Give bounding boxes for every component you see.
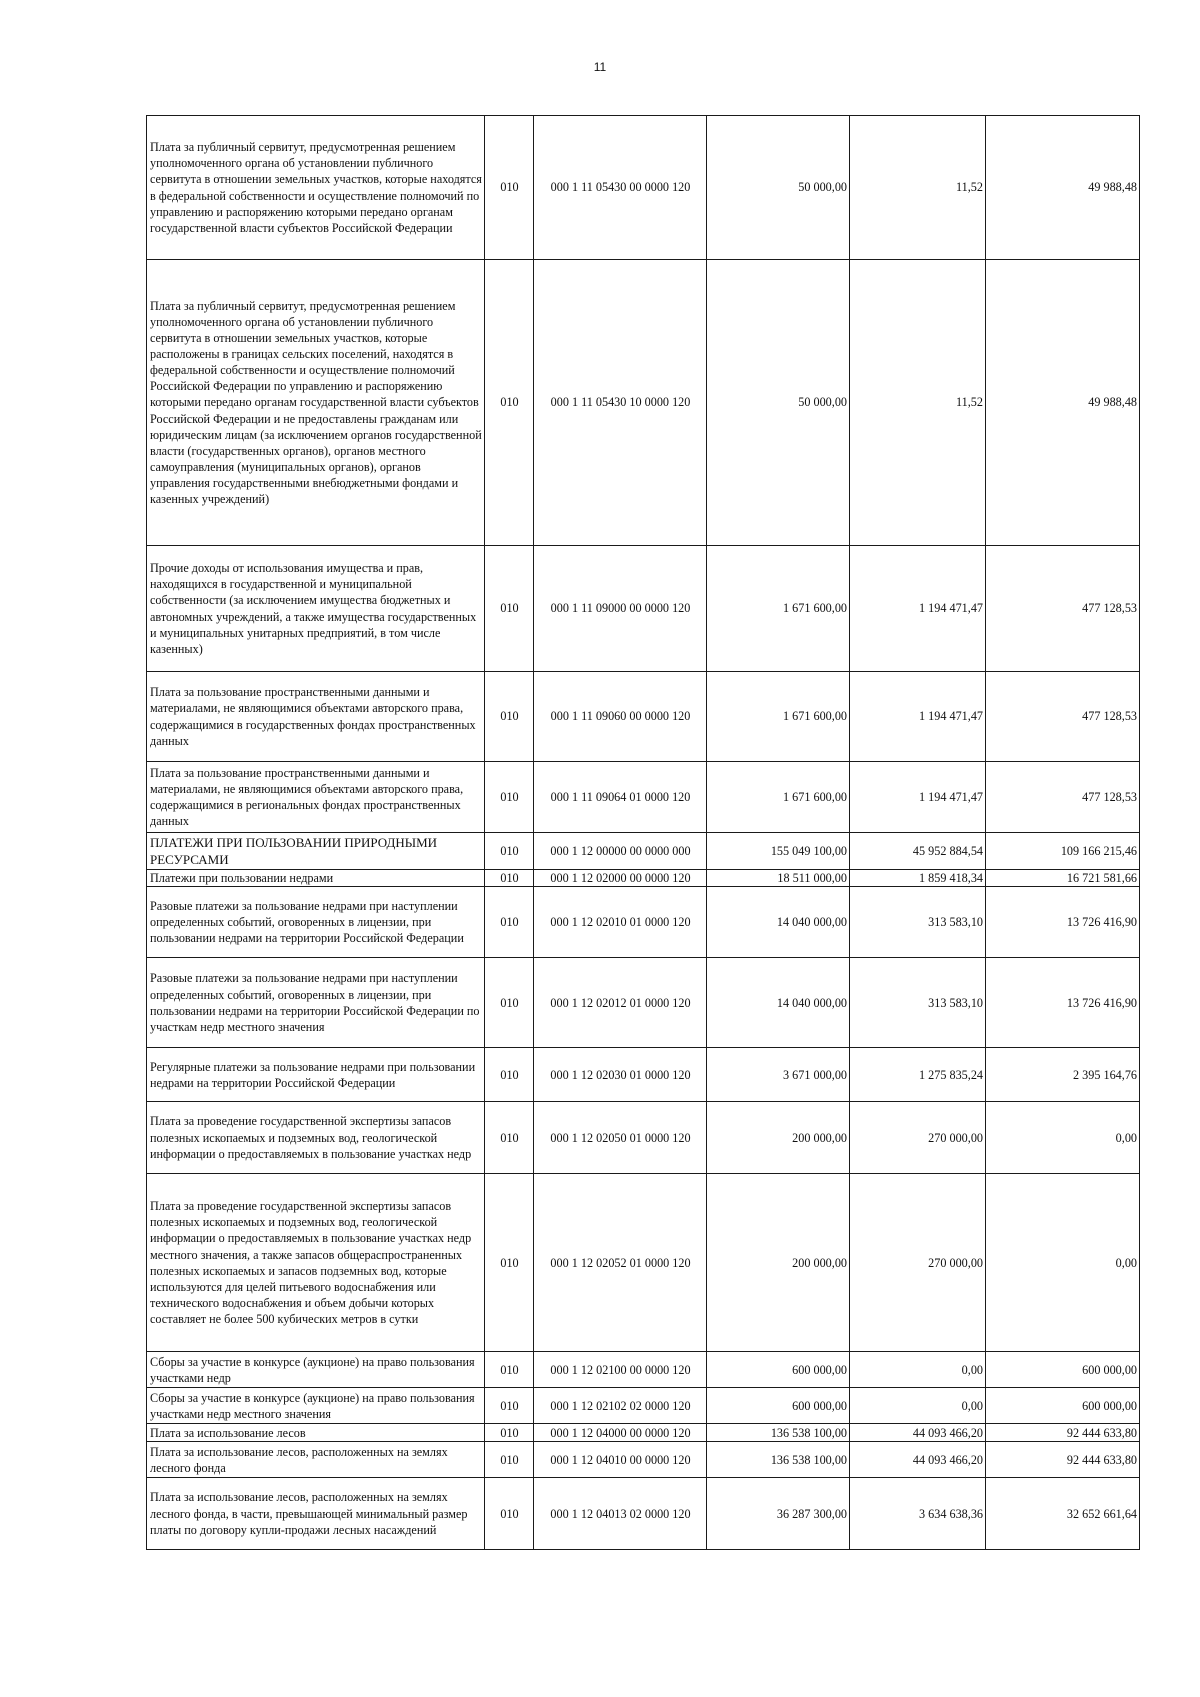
row-approved: 600 000,00: [707, 1352, 850, 1388]
row-name: Плата за пользование пространственными данными и материалами, не являющимися объектами авторского права, содержащимися в государственных фондах пространственных данных: [147, 672, 485, 762]
row-name: Сборы за участие в конкурсе (аукционе) на право пользования участками недр: [147, 1352, 485, 1388]
row-line-code: 010: [485, 958, 534, 1048]
row-budget-code: 000 1 11 09000 00 0000 120: [534, 546, 707, 672]
row-budget-code: 000 1 11 05430 00 0000 120: [534, 116, 707, 260]
row-name: Плата за проведение государственной экспертизы запасов полезных ископаемых и подземных вод, геологической информации о предоставляемых в пользование участках недр местного значения, а также запасов общераспространенных полезных ископаемых и запасов подземных вод, которые используются для целей питьевого водоснабжения или технического водоснабжения и объем добычи которых составляет не более 500 кубических метров в сутки: [147, 1174, 485, 1352]
table-row: [147, 887, 1140, 958]
row-unexecuted: 32 652 661,64: [986, 1478, 1140, 1550]
row-approved: 36 287 300,00: [707, 1478, 850, 1550]
row-executed: 45 952 884,54: [850, 833, 986, 870]
row-line-code: 010: [485, 260, 534, 546]
row-unexecuted: 16 721 581,66: [986, 870, 1140, 887]
row-budget-code: 000 1 12 00000 00 0000 000: [534, 833, 707, 870]
revenue-table: [146, 115, 1140, 1550]
row-approved: 1 671 600,00: [707, 546, 850, 672]
row-unexecuted: 600 000,00: [986, 1352, 1140, 1388]
row-executed: 44 093 466,20: [850, 1442, 986, 1478]
row-name: Плата за публичный сервитут, предусмотренная решением уполномоченного органа об установлении публичного сервитута в отношении земельных участков, которые расположены в границах сельских поселений, находятся в федеральной собственности и осуществление полномочий Российской Федерации по управлению и распоряжению которыми передано органам государственной власти субъектов Российской Федерации и не предоставлены гражданам или юридическим лицам (за исключением органов государственной власти (государственных органов), органов местного самоуправления (муниципальных органов), органов управления государственными внебюджетными фондами и казенных учреждений): [147, 260, 485, 546]
table-row: [147, 958, 1140, 1048]
row-budget-code: 000 1 12 04000 00 0000 120: [534, 1424, 707, 1442]
table-row: [147, 116, 1140, 260]
row-budget-code: 000 1 12 02050 01 0000 120: [534, 1102, 707, 1174]
row-name: Разовые платежи за пользование недрами при наступлении определенных событий, оговоренных в лицензии, при пользовании недрами на территории Российской Федерации по участкам недр местного значения: [147, 958, 485, 1048]
row-budget-code: 000 1 12 02030 01 0000 120: [534, 1048, 707, 1102]
row-executed: 11,52: [850, 116, 986, 260]
row-unexecuted: 13 726 416,90: [986, 887, 1140, 958]
row-name: Плата за использование лесов, расположенных на землях лесного фонда, в части, превышающей минимальный размер платы по договору купли-продажи лесных насаждений: [147, 1478, 485, 1550]
table-row: [147, 546, 1140, 672]
row-line-code: 010: [485, 833, 534, 870]
table-row: [147, 1352, 1140, 1388]
row-unexecuted: 49 988,48: [986, 116, 1140, 260]
table-row: [147, 1102, 1140, 1174]
row-executed: 1 194 471,47: [850, 546, 986, 672]
row-budget-code: 000 1 12 02102 02 0000 120: [534, 1388, 707, 1424]
row-budget-code: 000 1 11 09060 00 0000 120: [534, 672, 707, 762]
row-line-code: 010: [485, 1388, 534, 1424]
row-line-code: 010: [485, 1442, 534, 1478]
row-name: Платежи при пользовании недрами: [147, 870, 485, 887]
row-line-code: 010: [485, 1424, 534, 1442]
row-budget-code: 000 1 12 02012 01 0000 120: [534, 958, 707, 1048]
table-row-group: [147, 833, 1140, 870]
row-budget-code: 000 1 11 09064 01 0000 120: [534, 762, 707, 833]
table-row: [147, 870, 1140, 887]
row-budget-code: 000 1 11 05430 10 0000 120: [534, 260, 707, 546]
row-approved: 14 040 000,00: [707, 958, 850, 1048]
row-line-code: 010: [485, 1102, 534, 1174]
row-approved: 18 511 000,00: [707, 870, 850, 887]
row-line-code: 010: [485, 870, 534, 887]
row-approved: 200 000,00: [707, 1102, 850, 1174]
row-budget-code: 000 1 12 02010 01 0000 120: [534, 887, 707, 958]
row-executed: 313 583,10: [850, 887, 986, 958]
row-unexecuted: 477 128,53: [986, 672, 1140, 762]
row-unexecuted: 0,00: [986, 1102, 1140, 1174]
row-approved: 136 538 100,00: [707, 1424, 850, 1442]
row-budget-code: 000 1 12 04013 02 0000 120: [534, 1478, 707, 1550]
row-unexecuted: 0,00: [986, 1174, 1140, 1352]
row-approved: 50 000,00: [707, 260, 850, 546]
table-row: [147, 1424, 1140, 1442]
row-executed: 3 634 638,36: [850, 1478, 986, 1550]
row-executed: 1 275 835,24: [850, 1048, 986, 1102]
row-unexecuted: 477 128,53: [986, 546, 1140, 672]
row-line-code: 010: [485, 1352, 534, 1388]
table-row: [147, 1388, 1140, 1424]
row-line-code: 010: [485, 762, 534, 833]
row-executed: 44 093 466,20: [850, 1424, 986, 1442]
row-name: ПЛАТЕЖИ ПРИ ПОЛЬЗОВАНИИ ПРИРОДНЫМИ РЕСУРСАМИ: [147, 833, 485, 870]
row-executed: 270 000,00: [850, 1174, 986, 1352]
row-approved: 155 049 100,00: [707, 833, 850, 870]
row-name: Прочие доходы от использования имущества и прав, находящихся в государственной и муниципальной собственности (за исключением имущества бюджетных и автономных учреждений, а также имущества государственных и муниципальных унитарных предприятий, в том числе казенных): [147, 546, 485, 672]
row-line-code: 010: [485, 672, 534, 762]
row-unexecuted: 600 000,00: [986, 1388, 1140, 1424]
row-approved: 200 000,00: [707, 1174, 850, 1352]
row-approved: 136 538 100,00: [707, 1442, 850, 1478]
row-name: Плата за использование лесов: [147, 1424, 485, 1442]
row-executed: 0,00: [850, 1352, 986, 1388]
row-executed: 0,00: [850, 1388, 986, 1424]
row-executed: 270 000,00: [850, 1102, 986, 1174]
row-line-code: 010: [485, 887, 534, 958]
table-row: [147, 762, 1140, 833]
row-unexecuted: 109 166 215,46: [986, 833, 1140, 870]
row-executed: 11,52: [850, 260, 986, 546]
table-row: [147, 1442, 1140, 1478]
row-line-code: 010: [485, 1174, 534, 1352]
row-approved: 1 671 600,00: [707, 762, 850, 833]
row-approved: 600 000,00: [707, 1388, 850, 1424]
row-executed: 1 194 471,47: [850, 672, 986, 762]
row-name: Плата за публичный сервитут, предусмотренная решением уполномоченного органа об установлении публичного сервитута в отношении земельных участков, которые находятся в федеральной собственности и осуществление полномочий по управлению и распоряжению которыми передано органам государственной власти субъектов Российской Федерации: [147, 116, 485, 260]
row-name: Сборы за участие в конкурсе (аукционе) на право пользования участками недр местного значения: [147, 1388, 485, 1424]
row-name: Регулярные платежи за пользование недрами при пользовании недрами на территории Российской Федерации: [147, 1048, 485, 1102]
row-unexecuted: 2 395 164,76: [986, 1048, 1140, 1102]
row-budget-code: 000 1 12 02100 00 0000 120: [534, 1352, 707, 1388]
row-budget-code: 000 1 12 02052 01 0000 120: [534, 1174, 707, 1352]
page-number: 11: [593, 60, 607, 74]
table-row: [147, 260, 1140, 546]
row-executed: 313 583,10: [850, 958, 986, 1048]
row-line-code: 010: [485, 1478, 534, 1550]
table-row: [147, 1048, 1140, 1102]
row-executed: 1 194 471,47: [850, 762, 986, 833]
row-name: Разовые платежи за пользование недрами при наступлении определенных событий, оговоренных в лицензии, при пользовании недрами на территории Российской Федерации: [147, 887, 485, 958]
row-approved: 50 000,00: [707, 116, 850, 260]
row-unexecuted: 92 444 633,80: [986, 1424, 1140, 1442]
row-unexecuted: 92 444 633,80: [986, 1442, 1140, 1478]
table-row: [147, 672, 1140, 762]
row-unexecuted: 13 726 416,90: [986, 958, 1140, 1048]
row-name: Плата за использование лесов, расположенных на землях лесного фонда: [147, 1442, 485, 1478]
table-row: [147, 1174, 1140, 1352]
row-approved: 1 671 600,00: [707, 672, 850, 762]
row-budget-code: 000 1 12 02000 00 0000 120: [534, 870, 707, 887]
row-approved: 3 671 000,00: [707, 1048, 850, 1102]
row-unexecuted: 477 128,53: [986, 762, 1140, 833]
row-line-code: 010: [485, 116, 534, 260]
row-line-code: 010: [485, 546, 534, 672]
row-name: Плата за пользование пространственными данными и материалами, не являющимися объектами авторского права, содержащимися в региональных фондах пространственных данных: [147, 762, 485, 833]
row-unexecuted: 49 988,48: [986, 260, 1140, 546]
row-budget-code: 000 1 12 04010 00 0000 120: [534, 1442, 707, 1478]
row-name: Плата за проведение государственной экспертизы запасов полезных ископаемых и подземных вод, геологической информации о предоставляемых в пользование участках недр: [147, 1102, 485, 1174]
row-executed: 1 859 418,34: [850, 870, 986, 887]
table-row: [147, 1478, 1140, 1550]
row-line-code: 010: [485, 1048, 534, 1102]
row-approved: 14 040 000,00: [707, 887, 850, 958]
